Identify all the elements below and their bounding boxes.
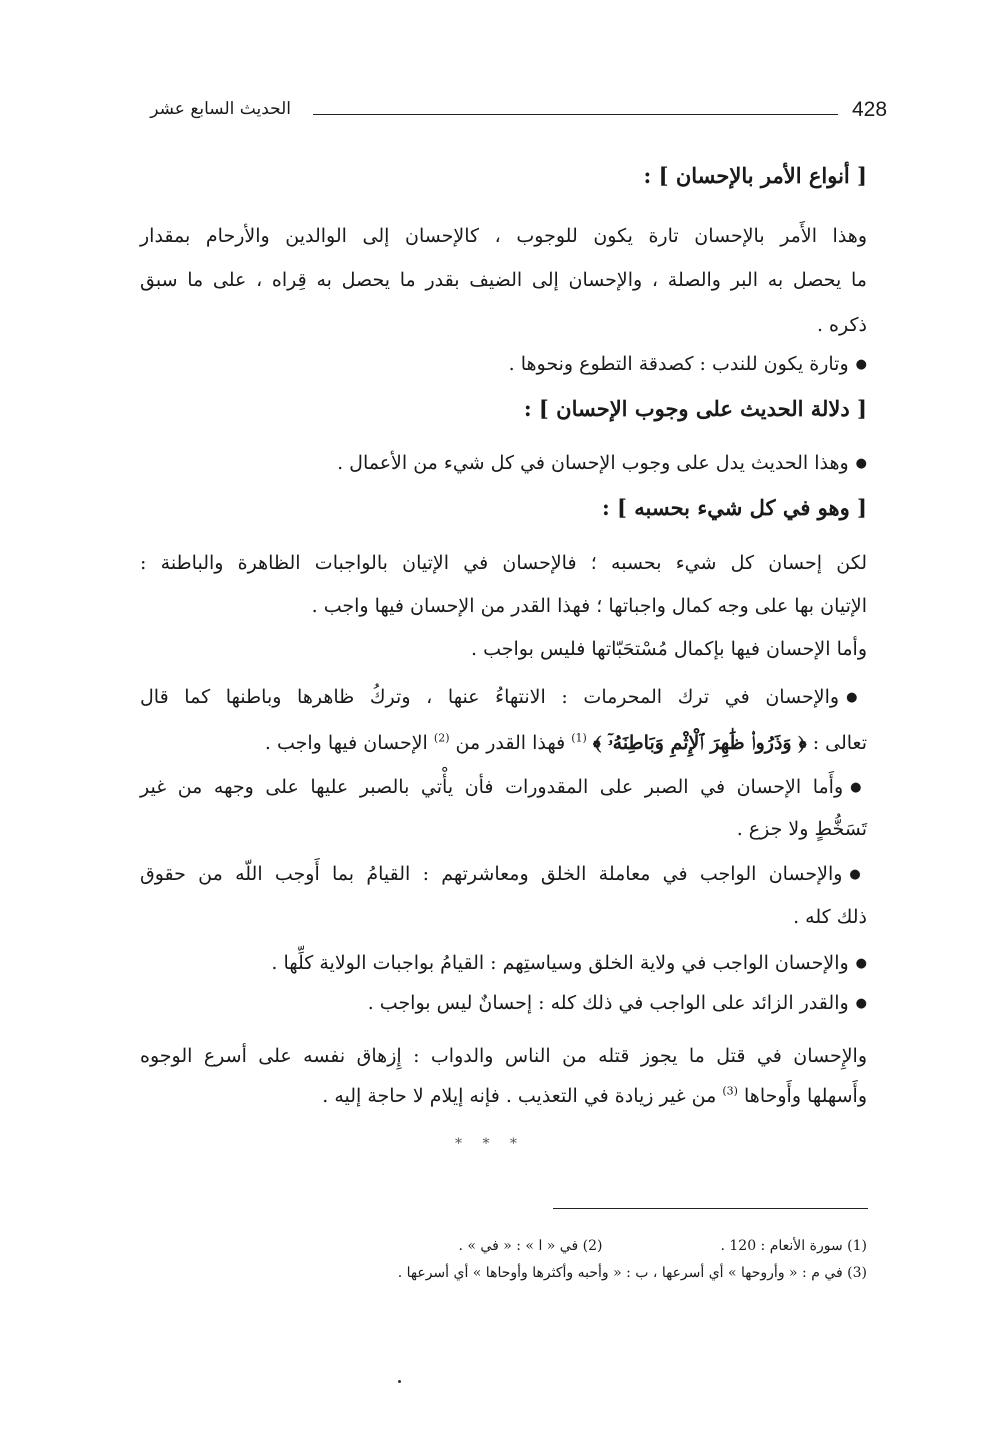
section-heading: [ دلالة الحديث على وجوب الإحسان ] : bbox=[523, 396, 867, 421]
text-fragment: فهذا القدر من bbox=[455, 732, 566, 754]
page-mark bbox=[398, 1380, 401, 1383]
paragraph-line bbox=[265, 729, 867, 757]
footnote-ref: (2) bbox=[433, 731, 450, 745]
footnote-line bbox=[459, 1236, 867, 1256]
section-heading: [ وهو في كل شيء بحسبه ] : bbox=[601, 495, 867, 520]
bullet-item: ● وتارة يكون للندب : كصدقة التطوع ونحوها . bbox=[509, 350, 867, 381]
section-separator: * * * bbox=[455, 1136, 525, 1152]
paragraph-line: تَسَخُّطٍ ولا جزع . bbox=[736, 818, 867, 840]
text-fragment: الإحسان فيها واجب . bbox=[264, 732, 428, 754]
section-heading: [ أنواع الأمر بالإحسان ] : bbox=[643, 163, 867, 188]
paragraph-line: ذكره . bbox=[816, 314, 867, 336]
footnote: (1) سورة الأنعام : 120 . bbox=[720, 1238, 867, 1254]
text-fragment: وأَسهلها وأَوحاها bbox=[744, 1085, 867, 1107]
text-fragment: من غير زيادة في التعذيب . فإنه إيلام لا حاجة إليه . bbox=[322, 1085, 717, 1107]
footnote-ref: (1) bbox=[571, 731, 587, 745]
paragraph-line bbox=[322, 1082, 867, 1110]
paragraph-line: لكن إحسان كل شيء بحسبه ؛ فالإحسان في الإتيان بالواجبات الظاهرة والباطنة : bbox=[140, 552, 867, 574]
paragraph-line: والإِحسان في قتل ما يجوز قتله من الناس والدواب : إِزهاق نفسه على أسرع الوجوه bbox=[140, 1045, 867, 1067]
quran-verse: ﴿ وَذَرُوا۟ ظَٰهِرَ ٱلْإِثْمِ وَبَاطِنَهُۥٓ ﴾ bbox=[592, 732, 807, 754]
bullet-item: ● وأَما الإحسان في الصبر على المقدورات فأن يأْتي بالصبر عليها على وجهه من غير bbox=[140, 773, 867, 804]
bullet-item: ● والقدر الزائد على الواجب في ذلك كله : إحسانٌ ليس بواجب . bbox=[368, 989, 867, 1020]
page-number: 428 bbox=[852, 98, 888, 121]
bullet-item: ● والإحسان الواجب في ولاية الخلق وسياستِهم : القيامُ بواجبات الولاية كلِّها . bbox=[271, 949, 867, 980]
footnote-ref: (3) bbox=[722, 1084, 738, 1098]
header-rule bbox=[313, 114, 838, 115]
footnote: (2) في « ا » : « في » . bbox=[458, 1238, 603, 1254]
paragraph-line: ذلك كله . bbox=[793, 906, 867, 928]
paragraph-line: وهذا الأَمر بالإحسان تارة يكون للوجوب ، كالإحسان إلى الوالدين والأرحام بمقدار bbox=[140, 225, 867, 247]
paragraph-line: وأما الإحسان فيها بإكمال مُسْتحَبّاتها فليس بواجب . bbox=[471, 638, 867, 660]
text-fragment: تعالى : bbox=[812, 732, 867, 754]
paragraph-line: الإتيان بها على وجه كمال واجباتها ؛ فهذا القدر من الإحسان فيها واجب . bbox=[311, 595, 867, 617]
running-title: الحديث السابع عشر bbox=[150, 99, 291, 119]
paragraph-line: ما يحصل به البر والصلة ، والإحسان إلى الضيف بقدر ما يحصل به قِراه ، على ما سبق bbox=[140, 269, 867, 291]
bullet-item: ● وهذا الحديث يدل على وجوب الإحسان في كل شيء من الأعمال . bbox=[337, 449, 867, 480]
footnote: (3) في م : « وأروحها » أي أسرعها ، ب : « وأحبه وأكثرها وأوحاها » أي أسرعها . bbox=[397, 1265, 867, 1281]
bullet-item: ● والإحسان في ترك المحرمات : الانتهاءُ عنها ، وتركُ ظاهرها وباطنها كما قال bbox=[140, 683, 867, 714]
bullet-item: ● والإحسان الواجب في معاملة الخلق ومعاشرتهم : القيامُ بما أَوجب اللّه من حقوق bbox=[140, 860, 867, 891]
footnote-rule bbox=[553, 1208, 868, 1209]
